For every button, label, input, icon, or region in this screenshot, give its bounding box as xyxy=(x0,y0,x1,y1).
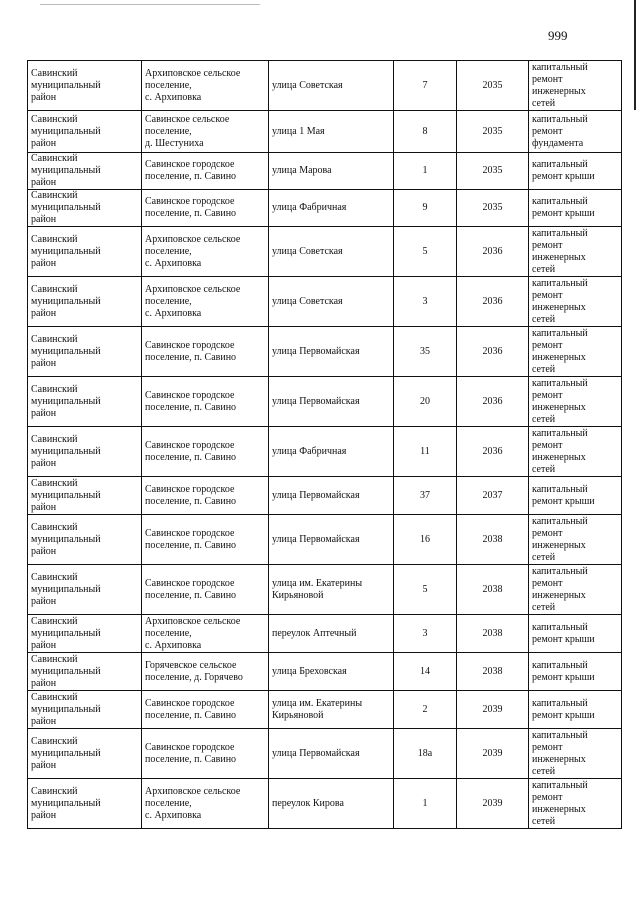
cell-year xyxy=(457,691,529,729)
cell-street-text: улица Бреховская xyxy=(272,665,347,677)
cell-settlement-text: Архиповское сельское поселение, с. Архиповка xyxy=(145,615,241,651)
cell-district xyxy=(28,653,142,691)
cell-settlement-text: Савинское городское поселение, п. Савино xyxy=(145,483,237,507)
cell-house-number-text: 14 xyxy=(420,665,430,677)
cell-district xyxy=(28,61,142,111)
cell-house-number xyxy=(394,477,457,515)
cell-house-number xyxy=(394,691,457,729)
cell-year-text: 2036 xyxy=(482,445,503,457)
cell-work-type-text: капитальный ремонт инженерных сетей xyxy=(532,565,588,613)
cell-house-number xyxy=(394,327,457,377)
cell-street xyxy=(269,61,394,111)
cell-district-text: Савинский муниципальный район xyxy=(31,521,101,557)
table-row xyxy=(28,691,622,729)
cell-year xyxy=(457,190,529,227)
cell-settlement xyxy=(142,277,269,327)
cell-house-number xyxy=(394,61,457,111)
cell-street-text: улица Первомайская xyxy=(272,345,360,357)
table-body xyxy=(28,61,622,829)
cell-district-text: Савинский муниципальный район xyxy=(31,383,101,419)
cell-work-type xyxy=(529,277,622,327)
table-row xyxy=(28,477,622,515)
cell-work-type xyxy=(529,190,622,227)
cell-house-number xyxy=(394,190,457,227)
cell-settlement xyxy=(142,111,269,153)
cell-settlement xyxy=(142,427,269,477)
cell-year-text: 2038 xyxy=(482,533,503,545)
cell-work-type xyxy=(529,327,622,377)
cell-street xyxy=(269,477,394,515)
cell-house-number-text: 3 xyxy=(422,295,428,307)
cell-year-text: 2038 xyxy=(482,583,503,595)
cell-work-type xyxy=(529,615,622,653)
cell-house-number-text: 9 xyxy=(422,202,428,213)
cell-house-number-text: 37 xyxy=(420,489,430,501)
table-row xyxy=(28,729,622,779)
cell-work-type xyxy=(529,427,622,477)
cell-year-text: 2036 xyxy=(482,395,503,407)
cell-settlement xyxy=(142,153,269,190)
cell-house-number xyxy=(394,615,457,653)
cell-settlement-text: Савинское городское поселение, п. Савино xyxy=(145,577,237,601)
cell-district-text: Савинский муниципальный район xyxy=(31,67,101,103)
table-row xyxy=(28,427,622,477)
cell-work-type xyxy=(529,779,622,829)
cell-district-text: Савинский муниципальный район xyxy=(31,653,101,689)
cell-street xyxy=(269,190,394,227)
cell-work-type xyxy=(529,477,622,515)
cell-year-text: 2036 xyxy=(482,295,503,307)
cell-settlement-text: Архиповское сельское поселение, с. Архиповка xyxy=(145,67,241,103)
cell-street-text: улица им. Екатерины Кирьяновой xyxy=(272,577,363,601)
cell-street xyxy=(269,565,394,615)
table-row xyxy=(28,227,622,277)
cell-house-number-text: 7 xyxy=(422,79,428,91)
cell-work-type-text: капитальный ремонт крыши xyxy=(532,196,595,219)
cell-street xyxy=(269,227,394,277)
cell-district xyxy=(28,227,142,277)
cell-house-number-text: 16 xyxy=(420,533,430,545)
cell-settlement xyxy=(142,779,269,829)
cell-district-text: Савинский муниципальный район xyxy=(31,153,101,188)
cell-year xyxy=(457,227,529,277)
cell-district xyxy=(28,327,142,377)
cell-year xyxy=(457,277,529,327)
cell-year-text: 2036 xyxy=(482,345,503,357)
cell-house-number xyxy=(394,515,457,565)
cell-street xyxy=(269,111,394,153)
cell-house-number-text: 11 xyxy=(420,445,430,457)
cell-work-type xyxy=(529,565,622,615)
cell-street-text: улица Советская xyxy=(272,79,343,91)
cell-work-type xyxy=(529,153,622,190)
cell-street-text: улица 1 Мая xyxy=(272,125,325,137)
cell-settlement xyxy=(142,615,269,653)
cell-street-text: улица Фабричная xyxy=(272,202,347,213)
cell-house-number-text: 3 xyxy=(422,627,428,639)
cell-year xyxy=(457,111,529,153)
cell-work-type xyxy=(529,729,622,779)
cell-district xyxy=(28,277,142,327)
cell-house-number-text: 5 xyxy=(422,245,428,257)
cell-year xyxy=(457,779,529,829)
cell-house-number-text: 1 xyxy=(422,165,428,176)
cell-district xyxy=(28,779,142,829)
cell-district xyxy=(28,111,142,153)
cell-settlement xyxy=(142,61,269,111)
cell-work-type-text: капитальный ремонт крыши xyxy=(532,697,595,721)
cell-house-number xyxy=(394,427,457,477)
cell-street xyxy=(269,653,394,691)
cell-settlement-text: Савинское городское поселение, п. Савино xyxy=(145,527,237,551)
cell-year xyxy=(457,653,529,691)
cell-house-number-text: 35 xyxy=(420,345,430,357)
cell-house-number xyxy=(394,153,457,190)
cell-work-type-text: капитальный ремонт крыши xyxy=(532,483,595,507)
cell-settlement-text: Архиповское сельское поселение, с. Архиповка xyxy=(145,785,241,821)
cell-district-text: Савинский муниципальный район xyxy=(31,615,101,651)
cell-settlement xyxy=(142,327,269,377)
scan-artifact-line xyxy=(40,4,260,5)
cell-street-text: улица им. Екатерины Кирьяновой xyxy=(272,697,363,721)
cell-settlement xyxy=(142,477,269,515)
cell-street xyxy=(269,327,394,377)
cell-settlement-text: Савинское городское поселение, п. Савино xyxy=(145,159,237,182)
cell-house-number-text: 2 xyxy=(422,703,428,715)
cell-work-type-text: капитальный ремонт инженерных сетей xyxy=(532,427,588,475)
cell-district-text: Савинский муниципальный район xyxy=(31,477,101,513)
cell-year xyxy=(457,427,529,477)
cell-year xyxy=(457,565,529,615)
cell-settlement xyxy=(142,515,269,565)
cell-street xyxy=(269,153,394,190)
cell-year xyxy=(457,477,529,515)
cell-district-text: Савинский муниципальный район xyxy=(31,233,101,269)
table-row xyxy=(28,277,622,327)
cell-street-text: улица Первомайская xyxy=(272,533,360,545)
cell-year-text: 2039 xyxy=(482,747,503,759)
cell-year-text: 2038 xyxy=(482,627,503,639)
cell-district-text: Савинский муниципальный район xyxy=(31,113,101,149)
cell-district-text: Савинский муниципальный район xyxy=(31,283,101,319)
cell-year-text: 2035 xyxy=(482,79,503,91)
cell-house-number-text: 1 xyxy=(422,797,428,809)
cell-street-text: улица Марова xyxy=(272,165,332,176)
cell-settlement-text: Горячевское сельское поселение, д. Горячево xyxy=(145,659,243,683)
cell-district-text: Савинский муниципальный район xyxy=(31,433,101,469)
table-row xyxy=(28,779,622,829)
cell-work-type xyxy=(529,111,622,153)
cell-street-text: переулок Кирова xyxy=(272,797,344,809)
cell-settlement-text: Савинское городское поселение, п. Савино xyxy=(145,741,237,765)
cell-street xyxy=(269,779,394,829)
cell-year xyxy=(457,153,529,190)
cell-work-type-text: капитальный ремонт крыши xyxy=(532,621,595,645)
cell-district-text: Савинский муниципальный район xyxy=(31,691,101,727)
cell-house-number xyxy=(394,377,457,427)
cell-district-text: Савинский муниципальный район xyxy=(31,735,101,771)
cell-house-number-text: 18а xyxy=(417,747,433,759)
cell-year xyxy=(457,377,529,427)
table-row xyxy=(28,153,622,190)
cell-year-text: 2037 xyxy=(482,489,503,501)
cell-work-type-text: капитальный ремонт инженерных сетей xyxy=(532,515,588,563)
cell-year xyxy=(457,61,529,111)
table-row xyxy=(28,515,622,565)
cell-work-type-text: капитальный ремонт фундамента xyxy=(532,113,588,149)
cell-work-type-text: капитальный ремонт инженерных сетей xyxy=(532,227,588,275)
cell-district xyxy=(28,515,142,565)
table-row xyxy=(28,111,622,153)
cell-settlement xyxy=(142,729,269,779)
cell-settlement-text: Савинское городское поселение, п. Савино xyxy=(145,339,237,363)
cell-district xyxy=(28,153,142,190)
cell-street xyxy=(269,277,394,327)
cell-street xyxy=(269,729,394,779)
cell-year-text: 2035 xyxy=(482,202,503,213)
cell-settlement xyxy=(142,227,269,277)
cell-district xyxy=(28,477,142,515)
cell-settlement xyxy=(142,565,269,615)
cell-settlement xyxy=(142,190,269,227)
cell-settlement-text: Архиповское сельское поселение, с. Архиповка xyxy=(145,283,241,319)
table-row xyxy=(28,190,622,227)
cell-year xyxy=(457,729,529,779)
cell-street-text: улица Советская xyxy=(272,295,343,307)
cell-settlement xyxy=(142,377,269,427)
cell-work-type-text: капитальный ремонт инженерных сетей xyxy=(532,327,588,375)
cell-street xyxy=(269,377,394,427)
cell-year-text: 2035 xyxy=(482,165,503,176)
table-row xyxy=(28,565,622,615)
cell-district xyxy=(28,565,142,615)
cell-work-type xyxy=(529,653,622,691)
cell-house-number xyxy=(394,111,457,153)
cell-district xyxy=(28,190,142,227)
cell-work-type-text: капитальный ремонт инженерных сетей xyxy=(532,779,588,827)
cell-district xyxy=(28,729,142,779)
cell-street-text: улица Первомайская xyxy=(272,747,360,759)
cell-house-number xyxy=(394,653,457,691)
cell-district xyxy=(28,691,142,729)
cell-house-number xyxy=(394,779,457,829)
cell-house-number xyxy=(394,729,457,779)
cell-year-text: 2038 xyxy=(482,665,503,677)
page-number: 999 xyxy=(548,28,568,43)
cell-house-number-text: 8 xyxy=(422,125,428,137)
cell-street-text: улица Советская xyxy=(272,245,343,257)
cell-year xyxy=(457,515,529,565)
table-row xyxy=(28,327,622,377)
cell-street xyxy=(269,691,394,729)
cell-district xyxy=(28,615,142,653)
cell-district-text: Савинский муниципальный район xyxy=(31,333,101,369)
cell-district-text: Савинский муниципальный район xyxy=(31,190,101,225)
cell-settlement-text: Архиповское сельское поселение, с. Архиповка xyxy=(145,233,241,269)
cell-work-type-text: капитальный ремонт инженерных сетей xyxy=(532,61,588,109)
cell-year-text: 2039 xyxy=(482,797,503,809)
cell-settlement-text: Савинское городское поселение, п. Савино xyxy=(145,439,237,463)
cell-year xyxy=(457,327,529,377)
cell-work-type-text: капитальный ремонт инженерных сетей xyxy=(532,277,588,325)
cell-district xyxy=(28,427,142,477)
cell-work-type-text: капитальный ремонт крыши xyxy=(532,159,595,182)
cell-work-type-text: капитальный ремонт инженерных сетей xyxy=(532,729,588,777)
cell-settlement xyxy=(142,653,269,691)
cell-year-text: 2039 xyxy=(482,703,503,715)
cell-year-text: 2035 xyxy=(482,125,503,137)
cell-settlement-text: Савинское городское поселение, п. Савино xyxy=(145,697,237,721)
cell-work-type xyxy=(529,61,622,111)
cell-work-type-text: капитальный ремонт инженерных сетей xyxy=(532,377,588,425)
cell-house-number xyxy=(394,227,457,277)
cell-house-number xyxy=(394,277,457,327)
cell-settlement-text: Савинское городское поселение, п. Савино xyxy=(145,196,237,219)
cell-work-type xyxy=(529,515,622,565)
cell-work-type-text: капитальный ремонт крыши xyxy=(532,659,595,683)
cell-street xyxy=(269,515,394,565)
table-row xyxy=(28,377,622,427)
cell-street-text: улица Фабричная xyxy=(272,445,347,457)
cell-year-text: 2036 xyxy=(482,245,503,257)
table-row xyxy=(28,653,622,691)
cell-district xyxy=(28,377,142,427)
cell-settlement-text: Савинское сельское поселение, д. Шестуниха xyxy=(145,113,230,149)
cell-work-type xyxy=(529,691,622,729)
scan-edge-line xyxy=(634,0,636,110)
cell-street-text: улица Первомайская xyxy=(272,395,360,407)
cell-street-text: переулок Аптечный xyxy=(272,627,357,639)
cell-house-number-text: 5 xyxy=(422,583,428,595)
cell-district-text: Савинский муниципальный район xyxy=(31,785,101,821)
table-row xyxy=(28,615,622,653)
cell-house-number-text: 20 xyxy=(420,395,430,407)
cell-year xyxy=(457,615,529,653)
repair-schedule-table xyxy=(27,60,622,829)
cell-settlement-text: Савинское городское поселение, п. Савино xyxy=(145,389,237,413)
cell-settlement xyxy=(142,691,269,729)
cell-house-number xyxy=(394,565,457,615)
cell-street-text: улица Первомайская xyxy=(272,489,360,501)
cell-street xyxy=(269,427,394,477)
cell-street xyxy=(269,615,394,653)
cell-work-type xyxy=(529,227,622,277)
table-row xyxy=(28,61,622,111)
cell-district-text: Савинский муниципальный район xyxy=(31,571,101,607)
cell-work-type xyxy=(529,377,622,427)
